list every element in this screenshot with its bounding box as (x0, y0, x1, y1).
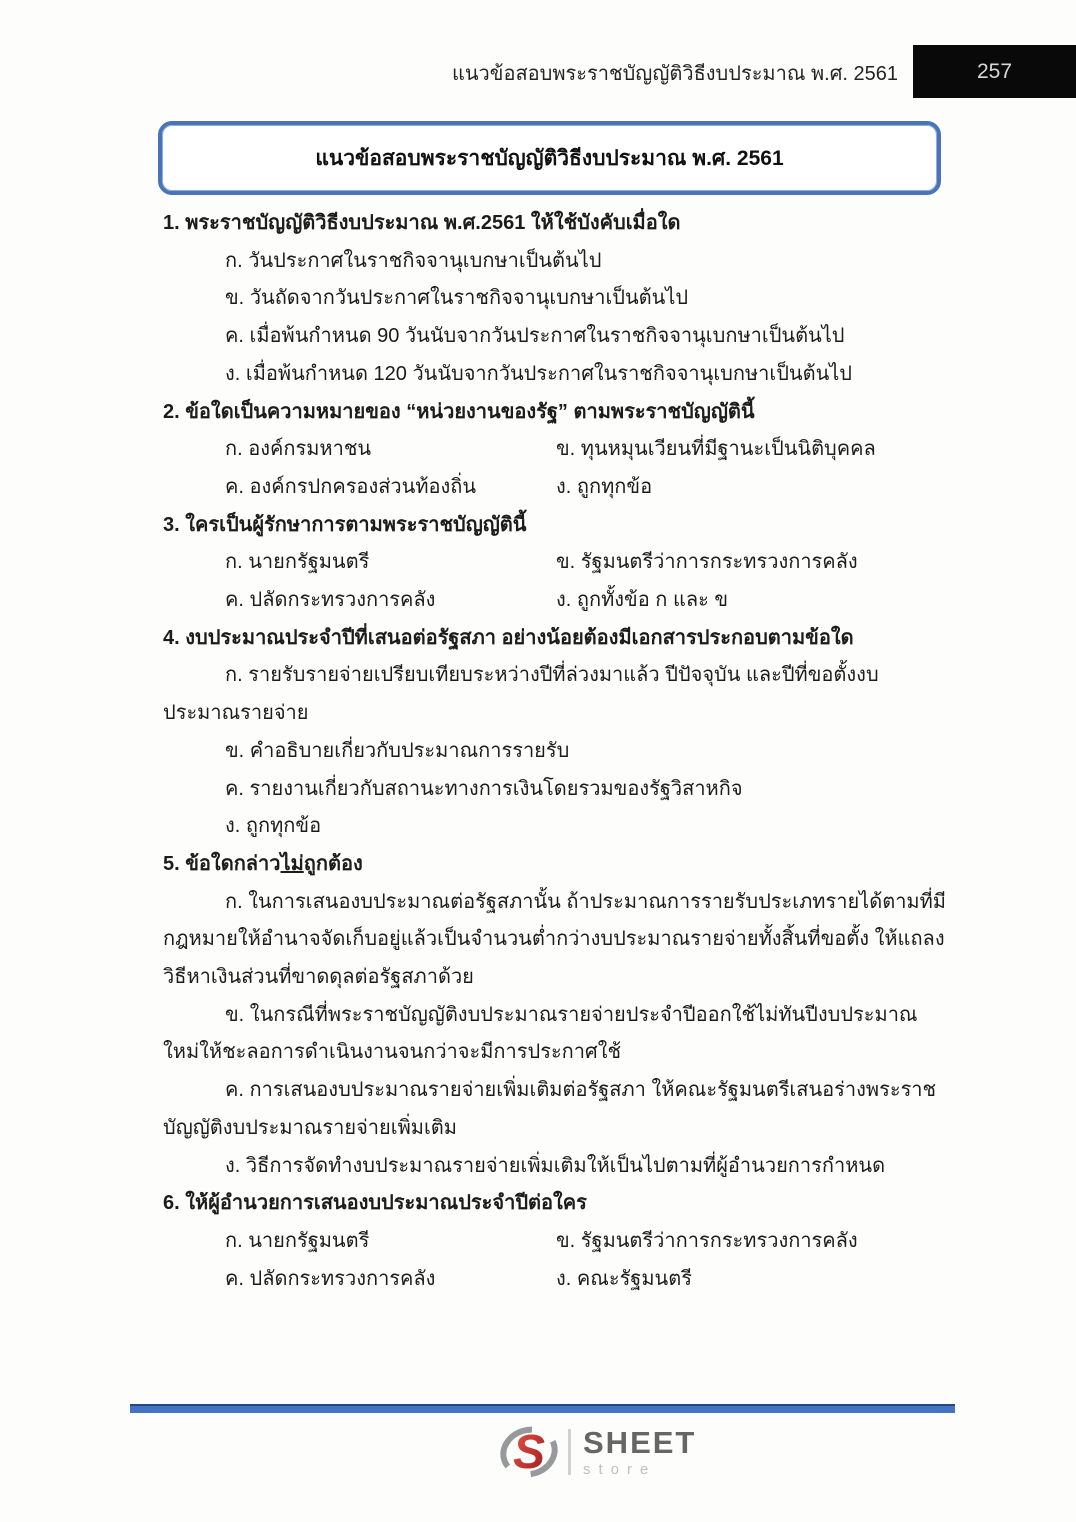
option (225, 544, 556, 582)
svg-text:S: S (512, 1426, 546, 1479)
option-label: ก. (225, 551, 243, 574)
option-label: ค. (225, 1267, 244, 1290)
question-number: 1. (163, 212, 180, 234)
option (225, 431, 556, 469)
option (556, 1223, 950, 1261)
question-text (163, 620, 950, 658)
page-number-badge (913, 45, 1076, 98)
option-text: ในกรณีที่พระราชบัญญัติงบประมาณรายจ่ายประจำปีออกใช้ไม่ทันปีงบประมาณใหม่ให้ชะลอการดำเนินงานจนกว่าจะมีการประกาศใช้ (163, 1003, 918, 1064)
option-text: วันประกาศในราชกิจจานุเบกษาเป็นต้นไป (248, 249, 602, 272)
option-label: ข. (225, 287, 245, 310)
option (163, 243, 950, 281)
option-text: คณะรัฐมนตรี (576, 1267, 692, 1290)
option (163, 808, 950, 846)
question-text (163, 507, 950, 545)
logo-s-icon (498, 1423, 560, 1481)
option-label: ง. (556, 1267, 572, 1290)
option-label: ก. (225, 249, 243, 272)
option-row (163, 469, 950, 507)
option-text: ในการเสนองบประมาณต่อรัฐสภานั้น ถ้าประมาณการรายรับประเภทรายได้ตามที่มีกฎหมายให้อำนาจจัดเก็บอยู่แล้วเป็นจำนวนต่ำกว่างบประมาณรายจ่ายทั้งสิ้นที่ขอตั้ง ให้แถลงวิธีหาเงินส่วนที่ขาดดุลต่อรัฐสภาด้วย (163, 890, 946, 989)
question (163, 620, 950, 846)
option (163, 997, 950, 1072)
option-text: รัฐมนตรีว่าการกระทรวงการคลัง (580, 551, 858, 574)
option-text: การเสนองบประมาณรายจ่ายเพิ่มเติมต่อรัฐสภา ให้คณะรัฐมนตรีเสนอร่างพระราชบัญญัติงบประมาณรายจ่ายเพิ่มเติม (163, 1079, 937, 1139)
question-text-body: ข้อใดเป็นความหมายของ “หน่วยงานของรัฐ” ตามพระราชบัญญัตินี้ (185, 400, 755, 423)
option (163, 1072, 950, 1147)
option (556, 582, 950, 620)
document-title-box (158, 121, 941, 195)
option-label: ค. (225, 589, 244, 612)
option-label: ก. (225, 438, 243, 461)
question-text-segment: ถูกต้อง (303, 852, 363, 875)
option-text: ถูกทุกข้อ (576, 475, 653, 498)
option-label: ง. (225, 1154, 241, 1177)
option-label: ง. (225, 815, 241, 838)
question-number: 3. (163, 513, 180, 536)
option-label: ก. (225, 664, 243, 687)
option-label: ก. (225, 890, 243, 913)
option (163, 884, 950, 997)
option-label: ค. (225, 777, 244, 800)
page-number: 257 (976, 59, 1013, 83)
option (556, 544, 950, 582)
question-text (163, 1185, 950, 1223)
option-label: ข. (556, 438, 576, 461)
option (163, 356, 950, 394)
option-text: องค์กรปกครองส่วนท้องถิ่น (249, 475, 477, 498)
question-text-body: ให้ผู้อำนวยการเสนองบประมาณประจำปีต่อใคร (185, 1192, 587, 1215)
option-label: ข. (556, 1229, 576, 1252)
option-text: ปลัดกระทรวงการคลัง (249, 589, 436, 612)
option (163, 280, 950, 318)
option (163, 657, 950, 732)
option-text: รายรับรายจ่ายเปรียบเทียบระหว่างปีที่ล่วงมาแล้ว ปีปัจจุบัน และปีที่ขอตั้งงบประมาณรายจ่าย (163, 664, 879, 725)
option-text: วิธีการจัดทำงบประมาณรายจ่ายเพิ่มเติมให้เป็นไปตามที่ผู้อำนวยการกำหนด (245, 1154, 886, 1177)
question (163, 394, 950, 507)
question-number: 4. (163, 626, 180, 649)
question-text (163, 846, 950, 884)
option-label: ข. (225, 1003, 245, 1026)
question-number: 6. (163, 1192, 180, 1215)
option-text: นายกรัฐมนตรี (248, 551, 370, 574)
question-text (163, 205, 950, 243)
option-text: ถูกทั้งข้อ ก และ ข (576, 589, 729, 612)
question-text-segment: ข้อใดกล่าว (185, 852, 281, 875)
question-text-body: งบประมาณประจำปีที่เสนอต่อรัฐสภา อย่างน้อยต้องมีเอกสารประกอบตามข้อใด (185, 626, 854, 649)
option (225, 469, 556, 507)
question-text (163, 394, 950, 432)
option-text: ปลัดกระทรวงการคลัง (249, 1267, 436, 1290)
option-text: วันถัดจากวันประกาศในราชกิจจานุเบกษาเป็นต้นไป (249, 287, 689, 310)
option-label: ค. (225, 475, 244, 498)
option-label: ค. (225, 325, 244, 348)
footer-divider (130, 1404, 955, 1413)
question (163, 846, 950, 1185)
logo-wordmark: SHEET (583, 1425, 697, 1460)
option-row (163, 1223, 950, 1261)
option-row (163, 431, 950, 469)
sheet-store-logo (498, 1423, 696, 1481)
option-label: ข. (556, 551, 576, 574)
question (163, 205, 950, 394)
option (163, 1148, 950, 1186)
option-text: ถูกทุกข้อ (245, 815, 322, 838)
option-text: นายกรัฐมนตรี (248, 1229, 370, 1252)
option-text: ทุนหมุนเวียนที่มีฐานะเป็นนิติบุคคล (580, 438, 876, 461)
option (556, 1261, 950, 1299)
option-label: ค. (225, 1079, 244, 1102)
logo-wordmark-group (583, 1427, 696, 1477)
option (163, 771, 950, 809)
option-row (163, 582, 950, 620)
logo-divider (568, 1429, 571, 1475)
option (225, 1261, 556, 1299)
option-text: รัฐมนตรีว่าการกระทรวงการคลัง (580, 1229, 858, 1252)
option (163, 318, 950, 356)
option-text: รายงานเกี่ยวกับสถานะทางการเงินโดยรวมของรัฐวิสาหกิจ (249, 777, 743, 800)
question-number: 5. (163, 852, 180, 875)
option (163, 733, 950, 771)
option-label: ก. (225, 1229, 243, 1252)
question-text-body: ใครเป็นผู้รักษาการตามพระราชบัญญัตินี้ (185, 513, 527, 536)
question (163, 507, 950, 620)
question-text-body: พระราชบัญญัติวิธีงบประมาณ พ.ศ.2561 ให้ใช้บังคับเมื่อใด (185, 212, 681, 234)
questions (163, 205, 950, 1298)
running-head: แนวข้อสอบพระราชบัญญัติวิธีงบประมาณ พ.ศ. 2561 (451, 63, 898, 85)
option-label: ง. (556, 475, 572, 498)
logo-subtext: store (583, 1461, 657, 1478)
document-title: แนวข้อสอบพระราชบัญญัติวิธีงบประมาณ พ.ศ. 2561 (315, 146, 784, 170)
question-number: 2. (163, 400, 180, 423)
option-label: ข. (225, 739, 245, 762)
option-text: คำอธิบายเกี่ยวกับประมาณการรายรับ (249, 739, 570, 762)
question-text-segment: ไม่ (280, 852, 304, 875)
option-row (163, 1261, 950, 1299)
option (225, 1223, 556, 1261)
option-label: ง. (225, 362, 241, 385)
option (556, 431, 950, 469)
question (163, 1185, 950, 1298)
option-row (163, 544, 950, 582)
option (556, 469, 950, 507)
option-label: ง. (556, 589, 572, 612)
option-text: องค์กรมหาชน (248, 438, 372, 461)
option-text: เมื่อพ้นกำหนด 90 วันนับจากวันประกาศในราชกิจจานุเบกษาเป็นต้นไป (249, 325, 845, 348)
option (225, 582, 556, 620)
option-text: เมื่อพ้นกำหนด 120 วันนับจากวันประกาศในราชกิจจานุเบกษาเป็นต้นไป (245, 362, 852, 385)
